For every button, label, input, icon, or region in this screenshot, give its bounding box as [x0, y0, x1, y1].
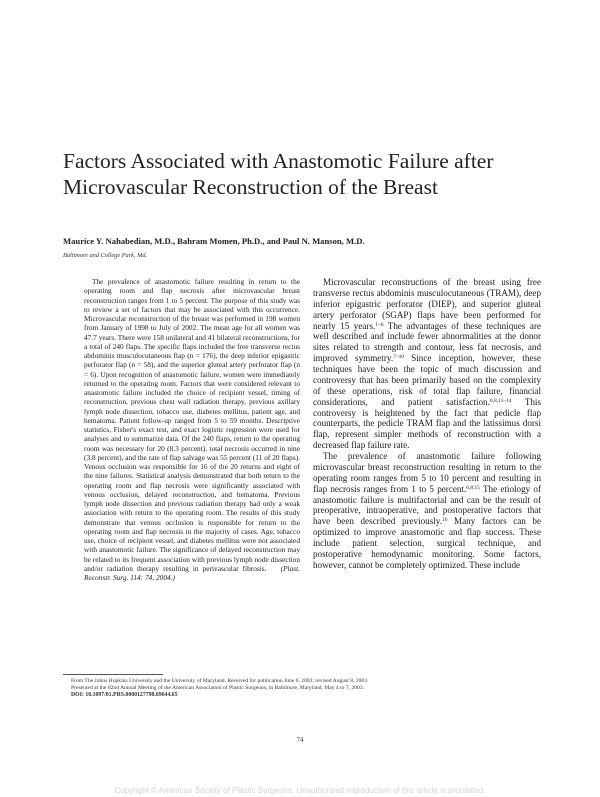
reference-superscript: 16 — [442, 517, 448, 524]
abstract-text: The prevalence of anastomotic failure resulting in return to the operating room and flap necrosis after microvascular breast reconstruction ranges from 1 to 5 percent. The purpose of this study was to review a set of factors that may be associated with this occurrence. Microvascular reconstruction of the breast was performed in 198 women from January of 1998 to July of 2002. The mean age for all women was 47.7 years. There were 158 unilateral and 41 bilateral reconstructions, for a total of 240 flaps. The specific flaps included the free transverse rectus abdominis musculocutaneous flap (n = 176), the deep inferior epigastric perforator flap (n = 58), and the superior gluteal artery perforator flap (n = 6). Upon recognition of anastomotic failure, women were immediately returned to the operating room. Factors that were considered relevant to anastomotic failure included the choice of recipient vessel, timing of reconstruction, previous chest wall radiation therapy, previous axillary lymph node dissection, tobacco use, diabetes mellitus, patient age, and hematoma. Patient follow-up ranged from 5 to 59 months. Descriptive statistics, Fisher's exact test, and exact logistic regression were used for analyses and to summarize data. Of the 240 flaps, return to the operating room was necessary for 20 (8.3 percent), total necrosis occurred in nine (3.8 percent), and the rate of flap salvage was 55 percent (11 of 20 flaps). Venous occlusion was responsible for 16 of the 20 returns and eight of the nine failures. Statistical analysis demonstrated that both return to the operating room and flap necrosis were significantly associated with venous occlusion, delayed reconstruction, and hematoma. Previous lymph node dissection and previous radiation therapy had only a weak association with return to the operating room. The results of this study demonstrate that venous occlusion is responsible for return to the operating room and flap necrosis in the majority of cases. Age, tobacco use, choice of recipient vessel, and diabetes mellitus were not associated with anastomotic failure. The significance of delayed reconstruction may be related to its frequent association with previous lymph node dissection and/or radiation therapy resulting in perivascular fibrosis. — [84, 277, 300, 573]
abstract — [84, 277, 300, 582]
reference-superscript: 6,8,11–14 — [489, 397, 512, 404]
footnotes — [63, 678, 543, 699]
affiliation: Baltimore and College Park, Md. — [63, 252, 148, 259]
article-title: Factors Associated with Anastomotic Failure after Microvascular Reconstruction of the Breast — [63, 149, 494, 199]
abstract-citation: (Plast. Reconstr. Surg. 114: 74, 2004.) — [84, 563, 301, 582]
body-text-span: The prevalence of anastomotic failure following microvascular breast reconstruction resulting in return to the operating room ranges from 5 to 10 percent and resulting in flap necrosis ranges from 1 to 5 percent. — [313, 451, 541, 494]
body-paragraph — [313, 277, 541, 451]
body-text-span: Microvascular reconstructions of the breast using free transverse rectus abdominis musculocutaneous (TRAM), deep inferior epigastric perforator (DIEP), and superior gluteal artery perforator (SGAP) flaps have been performed for nearly 15 years. — [313, 277, 541, 331]
reference-superscript: 1–6 — [375, 321, 384, 328]
body-text-span: The advantages of these techniques are well described and include fewer abnormalities at the donor sites related to strength and contour, less fat necrosis, and improved symmetry. — [313, 320, 542, 364]
page-number: 74 — [296, 736, 304, 744]
footnote-divider — [63, 674, 163, 675]
body-text-span: Since inception, however, these techniques have been the topic of much discussion and controversy that has been primarily based on the complexity of these operations, risk of total flap failure, financial considerations, and patient satisfaction. — [313, 353, 541, 407]
reference-superscript: 7–10 — [393, 354, 405, 361]
footnote-affiliation: From The Johns Hopkins University and the University of Maryland. Received for publication June 6, 2003; revised August 8, 2003. — [71, 678, 369, 684]
reference-superscript: 6,8,15 — [466, 484, 480, 491]
body-paragraph — [313, 451, 541, 571]
author-list: Maurice Y. Nahabedian, M.D., Bahram Momen, Ph.D., and Paul N. Manson, M.D. — [63, 236, 365, 246]
body-text-span: The etiology of anastomotic failure is multifactorial and can be the result of preoperative, intraoperative, and postoperative factors that have been described previously. — [313, 483, 541, 527]
body-column — [313, 277, 541, 571]
doi: DOI: 10.1097/01.PRS.0000127798.69644.65 — [71, 692, 178, 699]
copyright-notice: Copyright © American Society of Plastic Surgeons. Unauthorized reproduction of this article is prohibited. — [114, 786, 486, 795]
body-text-span: Many factors can be optimized to improve anastomotic and flap success. These include patient selection, surgical technique, and postoperative hemodynamic monitoring. Some factors, however, cannot be completely optimized. These include — [313, 516, 541, 570]
body-text-span: This controversy is heightened by the fact that pedicle flap counterparts, the pedicle TRAM flap and the latissimus dorsi flap, represent simpler methods of reconstruction with a decreased flap failure rate. — [313, 396, 542, 451]
footnote-presentation: Presented at the 82nd Annual Meeting of the American Association of Plastic Surgeons, in Baltimore, Maryland, May 4 to 7, 2003. — [71, 685, 365, 692]
